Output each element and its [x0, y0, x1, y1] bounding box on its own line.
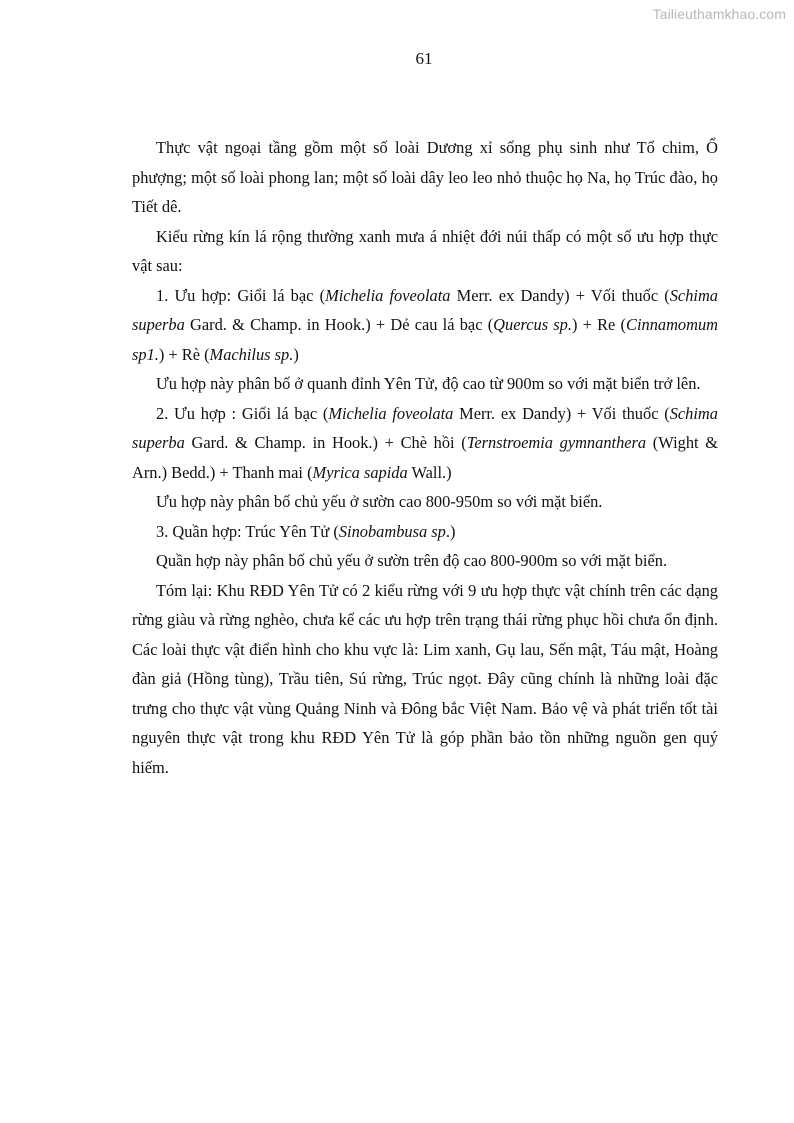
species-name: Michelia foveolata [325, 285, 451, 305]
species-name: Quercus sp. [493, 315, 572, 334]
paragraph-summary: Tóm lại: Khu RĐD Yên Tử có 2 kiểu rừng với 9 ưu hợp thực vật chính trên các dạng rừng giàu và rừng nghèo, chưa kể các ưu hợp trên trạng thái rừng phục hồi chưa ổn định. Các loài thực vật điển hình cho khu vực là: Lim xanh, Gụ lau, Sến mật, Táu mật, Hoàng đàn giả (Hồng tùng), Trầu tiên, Sú rừng, Trúc ngọt. Đây cũng chính là những loài đặc trưng cho thực vật vùng Quảng Ninh và Đông bắc Việt Nam. Bảo vệ và phát triển tốt tài nguyên thực vật trong khu RĐD Yên Tử là góp phần bảo tồn những nguồn gen quý hiếm. [132, 580, 718, 777]
text-segment: ) + Rè ( [158, 344, 210, 364]
species-name: Schima superba [132, 285, 718, 334]
species-name: Cinnamomum sp1. [132, 315, 718, 364]
text-segment: Gard. & Champ. in Hook.) + Dẻ cau lá bạc ( [184, 315, 494, 334]
paragraph-association-2-distribution: Ưu hợp này phân bố chủ yếu ở sườn cao 800-950m so với mặt biển. [156, 492, 603, 511]
species-name: Sinobambusa sp [338, 521, 446, 541]
text-segment: Merr. ex Dandy) + Vối thuốc ( [450, 285, 670, 305]
species-name: Schima superba [132, 403, 718, 452]
text-segment: 3. Quần hợp: Trúc Yên Tử ( [156, 521, 339, 541]
text-segment: ) + Re ( [571, 315, 627, 334]
paragraph-association-3 [132, 517, 718, 547]
text-segment: Wall.) [407, 462, 452, 482]
species-name: Machilus sp. [209, 344, 294, 364]
text-segment: 1. Ưu hợp: Giổi lá bạc ( [156, 285, 326, 305]
text-segment: .) [445, 521, 456, 541]
species-name: Ternstroemia gymnanthera [466, 433, 647, 452]
paragraph-forest-type-intro: Kiểu rừng kín lá rộng thường xanh mưa á nhiệt đới núi thấp có một số ưu hợp thực vật sau: [132, 226, 718, 275]
text-segment: (Wight & Arn.) Bedd.) + Thanh mai ( [132, 433, 718, 482]
text-segment: Gard. & Champ. in Hook.) + Chè hồi ( [184, 433, 467, 452]
text-segment: Merr. ex Dandy) + Vối thuốc ( [453, 403, 670, 423]
species-name: Michelia foveolata [328, 403, 454, 423]
document-body [132, 133, 718, 782]
paragraph-association-2 [132, 399, 718, 488]
watermark-text: Tailieuthamkhao.com [652, 6, 786, 22]
text-segment: 2. Ưu hợp : Giổi lá bạc ( [156, 403, 329, 423]
species-name: Myrica sapida [312, 462, 408, 482]
text-segment: ) [293, 344, 299, 364]
paragraph-epiphytes: Thực vật ngoại tầng gồm một số loài Dương xỉ sống phụ sinh như Tổ chim, Ổ phượng; một số loài phong lan; một số loài dây leo leo nhỏ thuộc họ Na, họ Trúc đào, họ Tiết dê. [132, 138, 718, 216]
paragraph-association-1 [132, 281, 718, 370]
paragraph-association-1-distribution: Ưu hợp này phân bố ở quanh đỉnh Yên Tử, độ cao từ 900m so với mặt biển trở lên. [156, 374, 701, 393]
paragraph-association-3-distribution: Quần hợp này phân bố chủ yếu ở sườn trên độ cao 800-900m so với mặt biển. [156, 551, 668, 570]
page-number: 61 [415, 49, 433, 68]
